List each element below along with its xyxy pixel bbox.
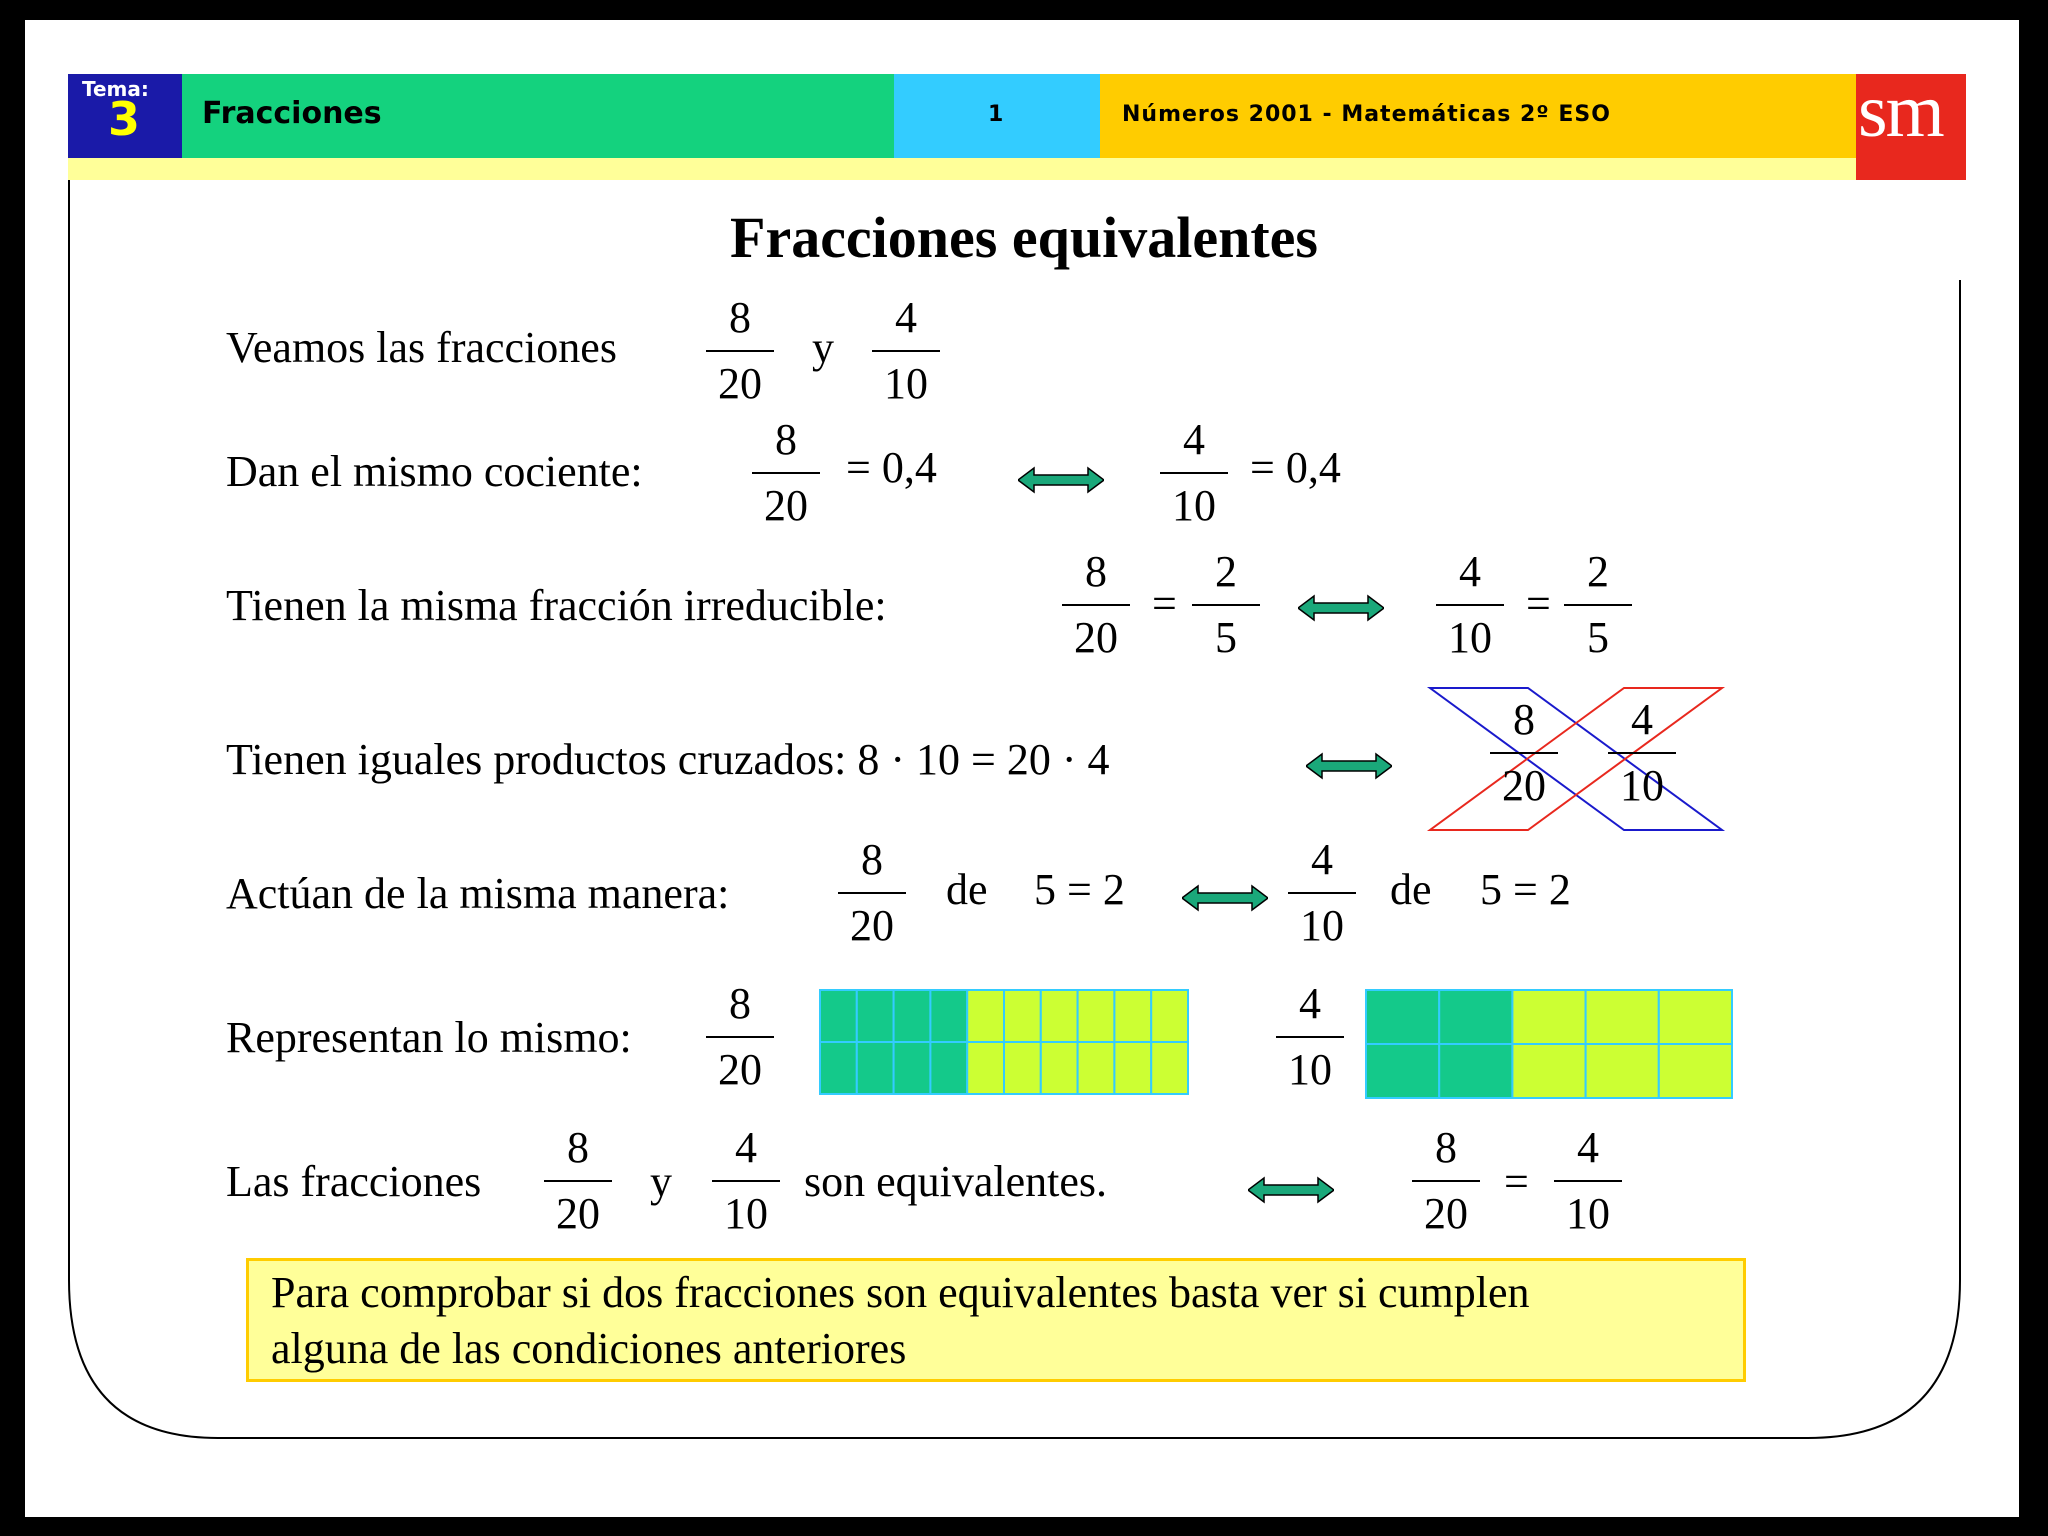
fraction-4-10 (1154, 410, 1234, 536)
numerator: 4 (1311, 835, 1333, 884)
row3-eq: = (1152, 579, 1177, 628)
row2-eq1: = 0,4 (846, 443, 937, 492)
fraction-8-20 (1484, 690, 1564, 816)
grid-cell-shaded (820, 1042, 857, 1094)
numerator: 8 (775, 415, 797, 464)
row5-text: Actúan de la misma manera: (226, 869, 730, 918)
denominator: 20 (556, 1189, 600, 1238)
grid-cell (1151, 1042, 1188, 1094)
grid-cell-shaded (1439, 990, 1512, 1044)
numerator: 2 (1215, 547, 1237, 596)
denominator: 20 (1424, 1189, 1468, 1238)
fraction-8-20 (1056, 542, 1136, 668)
numerator: 4 (1459, 547, 1481, 596)
grid-cell-shaded (930, 1042, 967, 1094)
fraction-8-20 (700, 974, 780, 1100)
row7-text: Las fracciones (226, 1157, 482, 1206)
grid-8-of-20 (818, 988, 1192, 1102)
fraction-4-10 (1548, 1118, 1628, 1244)
grid-cell-shaded (894, 1042, 931, 1094)
denominator: 10 (724, 1189, 768, 1238)
double-arrow-icon (1182, 884, 1268, 912)
fraction-4-10 (1282, 830, 1362, 956)
fraction-8-20 (700, 288, 780, 414)
row3-text: Tienen la misma fracción irreducible: (226, 581, 887, 630)
tema-badge (68, 74, 182, 158)
page-bar (894, 74, 1100, 158)
denominator: 20 (718, 359, 762, 408)
fraction-8-20 (1406, 1118, 1486, 1244)
row4-text: Tienen iguales productos cruzados: 8 · 10 = 20 · 4 (226, 735, 1110, 784)
grid-cell-shaded (857, 990, 894, 1042)
page-title: Fracciones equivalentes (730, 205, 1318, 270)
grid-cell (1512, 990, 1585, 1044)
row5-result: 5 = 2 (1034, 865, 1125, 914)
double-arrow-icon (1018, 466, 1104, 494)
fraction-4-10 (1430, 542, 1510, 668)
numerator: 8 (1435, 1123, 1457, 1172)
row7-tail: son equivalentes. (804, 1157, 1108, 1206)
grid-cell (1078, 1042, 1115, 1094)
topic-bar (182, 74, 894, 158)
row2-eq2: = 0,4 (1250, 443, 1341, 492)
denominator: 10 (1566, 1189, 1610, 1238)
denominator: 10 (1288, 1045, 1332, 1094)
grid-cell-shaded (930, 990, 967, 1042)
numerator: 8 (1513, 695, 1535, 744)
numerator: 8 (567, 1123, 589, 1172)
grid-cell-shaded (857, 1042, 894, 1094)
denominator: 20 (850, 901, 894, 950)
row7-eq: = (1504, 1157, 1529, 1206)
topic-title: Fracciones (202, 96, 382, 131)
book-bar (1100, 74, 1856, 158)
grid-cell (1004, 990, 1041, 1042)
fraction-2-5 (1558, 542, 1638, 668)
denominator: 10 (884, 359, 928, 408)
conclusion-line-2: alguna de las condiciones anteriores (271, 1324, 907, 1373)
numerator: 4 (1631, 695, 1653, 744)
numerator: 8 (861, 835, 883, 884)
tema-number: 3 (108, 92, 141, 146)
grid-cell (1586, 990, 1659, 1044)
row1-text: Veamos las fracciones (226, 323, 617, 372)
tema-label: Tema: (82, 77, 149, 101)
grid-cell (1659, 1044, 1732, 1098)
grid-cell (967, 990, 1004, 1042)
denominator: 20 (1502, 761, 1546, 810)
row3-eq: = (1526, 579, 1551, 628)
grid-cell-shaded (1439, 1044, 1512, 1098)
grid-cell (1586, 1044, 1659, 1098)
numerator: 4 (895, 293, 917, 342)
grid-cell-shaded (894, 990, 931, 1042)
denominator: 5 (1215, 613, 1237, 662)
row7-y: y (650, 1157, 672, 1206)
conclusion-line-1: Para comprobar si dos fracciones son equivalentes basta ver si cumplen (271, 1268, 1530, 1317)
row5-de: de (946, 865, 988, 914)
grid-cell-shaded (820, 990, 857, 1042)
fraction-8-20 (832, 830, 912, 956)
row2-text: Dan el mismo cociente: (226, 447, 643, 496)
denominator: 5 (1587, 613, 1609, 662)
fraction-8-20 (746, 410, 826, 536)
page-number: 1 (988, 102, 1004, 127)
grid-cell (1659, 990, 1732, 1044)
denominator: 20 (718, 1045, 762, 1094)
double-arrow-icon (1306, 752, 1392, 780)
denominator: 20 (1074, 613, 1118, 662)
book-title: Números 2001 - Matemáticas 2º ESO (1122, 102, 1611, 127)
grid-cell (1151, 990, 1188, 1042)
double-arrow-icon (1298, 594, 1384, 622)
grid-cell (1114, 990, 1151, 1042)
fraction-2-5 (1186, 542, 1266, 668)
numerator: 8 (729, 293, 751, 342)
numerator: 4 (1577, 1123, 1599, 1172)
sm-logo (1856, 69, 1966, 180)
numerator: 4 (735, 1123, 757, 1172)
denominator: 10 (1620, 761, 1664, 810)
grid-cell-shaded (1366, 1044, 1439, 1098)
fraction-4-10 (1602, 690, 1682, 816)
grid-4-of-10 (1364, 988, 1736, 1108)
grid-cell (1078, 990, 1115, 1042)
grid-cell (967, 1042, 1004, 1094)
grid-cell (1041, 990, 1078, 1042)
denominator: 10 (1448, 613, 1492, 662)
numerator: 4 (1183, 415, 1205, 464)
numerator: 8 (729, 979, 751, 1028)
fraction-4-10 (866, 288, 946, 414)
conclusion-box (246, 1258, 1746, 1382)
row5-result: 5 = 2 (1480, 865, 1571, 914)
double-arrow-icon (1248, 1176, 1334, 1204)
numerator: 4 (1299, 979, 1321, 1028)
row1-y: y (812, 323, 834, 372)
grid-cell (1512, 1044, 1585, 1098)
numerator: 2 (1587, 547, 1609, 596)
fraction-4-10 (1270, 974, 1350, 1100)
logo-text: sm (1858, 69, 1943, 153)
denominator: 10 (1300, 901, 1344, 950)
grid-cell (1041, 1042, 1078, 1094)
denominator: 20 (764, 481, 808, 530)
grid-cell-shaded (1366, 990, 1439, 1044)
fraction-8-20 (538, 1118, 618, 1244)
row5-de: de (1390, 865, 1432, 914)
fraction-4-10 (706, 1118, 786, 1244)
numerator: 8 (1085, 547, 1107, 596)
row6-text: Representan lo mismo: (226, 1013, 632, 1062)
grid-cell (1114, 1042, 1151, 1094)
grid-cell (1004, 1042, 1041, 1094)
denominator: 10 (1172, 481, 1216, 530)
header-strip (68, 158, 1856, 180)
